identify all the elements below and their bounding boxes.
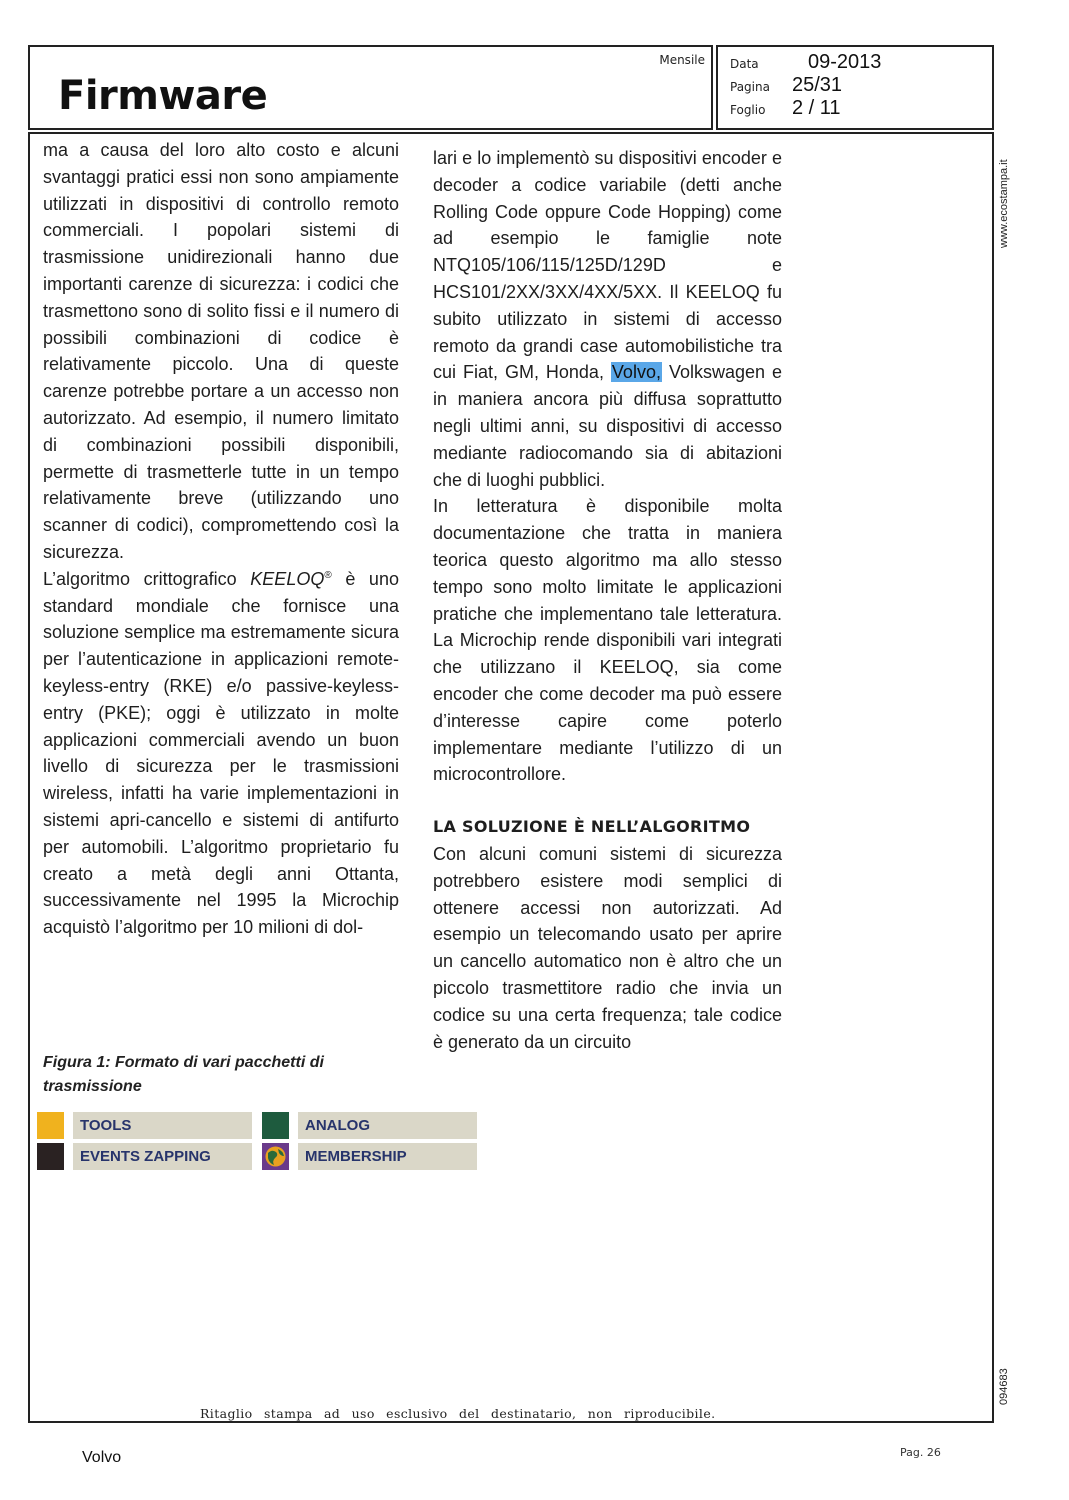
meta-label: Data xyxy=(730,57,759,71)
spacer xyxy=(433,788,782,814)
text-span: lari e lo implementò su dispositivi encoder e decoder a codice variabile (detti anche Rolling Code oppure Code Hopping) come ad esempio le famiglie note NTQ105/106/115/125D/129D e HCS101/2XX/3XX/4XX/5XX. Il KEELOQ fu subito utilizzato in sistemi di accesso remoto da grandi case automobilistiche tra cui Fiat, GM, Honda, xyxy=(433,148,782,383)
tag-label: ANALOG xyxy=(298,1112,477,1139)
keyword-label: Volvo xyxy=(82,1449,122,1466)
article-column-1 xyxy=(43,137,399,941)
events-swatch-icon xyxy=(37,1143,64,1170)
figure-caption: Figura 1: Formato di vari pacchetti di trasmissione xyxy=(43,1054,324,1095)
tag-label: EVENTS ZAPPING xyxy=(73,1143,252,1170)
text-span: Volkswagen e in maniera ancora più diffusa soprattutto negli ultimi anni, su dispositivi di accesso mediante radiocomando sia di abitazioni che di luoghi pubblici. xyxy=(433,362,782,490)
tag-label: MEMBERSHIP xyxy=(298,1143,477,1170)
meta-value: 09-2013 xyxy=(808,51,882,73)
highlighted-keyword: Volvo, xyxy=(611,362,661,383)
paragraph xyxy=(43,566,399,941)
membership-globe-icon xyxy=(262,1143,289,1170)
paragraph: In letteratura è disponibile molta documentazione che tratta in maniera teorica questo algoritmo ma allo stesso tempo sono molto limitate le applicazioni pratiche che implementano tale letteratura. La Microchip rende disponibili vari integrati che utilizzano il KEELOQ, sia come encoder che come decoder ma può essere d’interesse capire come poterlo implementare mediante l’utilizzo di un microcontrollore. xyxy=(433,496,782,785)
paragraph: Con alcuni comuni sistemi di sicurezza potrebbero esistere modi semplici di ottenere accessi non autorizzati. Ad esempio un telecomando usato per aprire un cancello automatico non è altro che un piccolo trasmettitore radio che invia un codice su una certa frequenza; tale codice è generato da un circuito xyxy=(433,843,782,1052)
header-meta-box xyxy=(716,45,994,130)
paragraph xyxy=(433,145,782,493)
side-code: 094683 xyxy=(998,1368,1010,1405)
meta-value: 25/31 xyxy=(792,74,843,96)
text-span: è uno standard mondiale che fornisce una soluzione semplice ma estremamente sicura per l’autenticazione in applicazioni remote-keyless-entry (RKE) e/o passive-keyless-entry (PKE); oggi è utilizzato in molte applicazioni commerciali avendo un buon livello di sicurezza per le trasmissioni wireless, infatti ha varie implementazioni in sistemi apri-cancello e sistemi di antifurto per automobili. L’algoritmo proprietario fu creato a metà degli anni Ottanta, successivamente nel 1995 la Microchip acquistò l’algoritmo per 10 milioni di dol- xyxy=(43,568,399,938)
tools-swatch-icon xyxy=(37,1112,64,1139)
tag-label: TOOLS xyxy=(73,1112,252,1139)
meta-label: Pagina xyxy=(730,80,770,94)
keeloq-term: KEELOQ xyxy=(250,568,325,589)
disclaimer-note: Ritaglio stampa ad uso esclusivo del destinatario, non riproducibile. xyxy=(200,1406,716,1421)
section-heading: LA SOLUZIONE È NELL’ALGORITMO xyxy=(433,817,751,837)
analog-swatch-icon xyxy=(262,1112,289,1139)
registered-mark: ® xyxy=(324,569,332,581)
meta-label: Foglio xyxy=(730,103,766,117)
meta-value: 2 / 11 xyxy=(792,97,841,119)
publication-title: Firmware xyxy=(58,73,268,119)
frequency-label: Mensile xyxy=(659,53,705,67)
header-publication-box xyxy=(28,45,713,130)
page-number: Pag. 26 xyxy=(900,1446,941,1459)
text-span: L’algoritmo crittografico xyxy=(43,568,237,589)
article-column-2 xyxy=(433,145,782,1055)
side-website: www.ecostampa.it xyxy=(998,159,1010,248)
paragraph: ma a causa del loro alto costo e alcuni svantaggi pratici essi non sono ampiamente utilizzati in dispositivi di controllo remoto commerciali. I popolari sistemi di trasmissione unidirezionali hanno due importanti carenze di sicurezza: i codici che trasmettono sono di solito fissi e il numero di possibili combinazioni di codice è relativamente piccolo. Una di queste carenze potrebbe portare a un accesso non autorizzato. Ad esempio, il numero limitato di combinazioni possibili disponibili, permette di trasmetterle tutte in un tempo relativamente breve (utilizzando uno scanner di codici), compromettendo così la sicurezza. xyxy=(43,140,399,562)
